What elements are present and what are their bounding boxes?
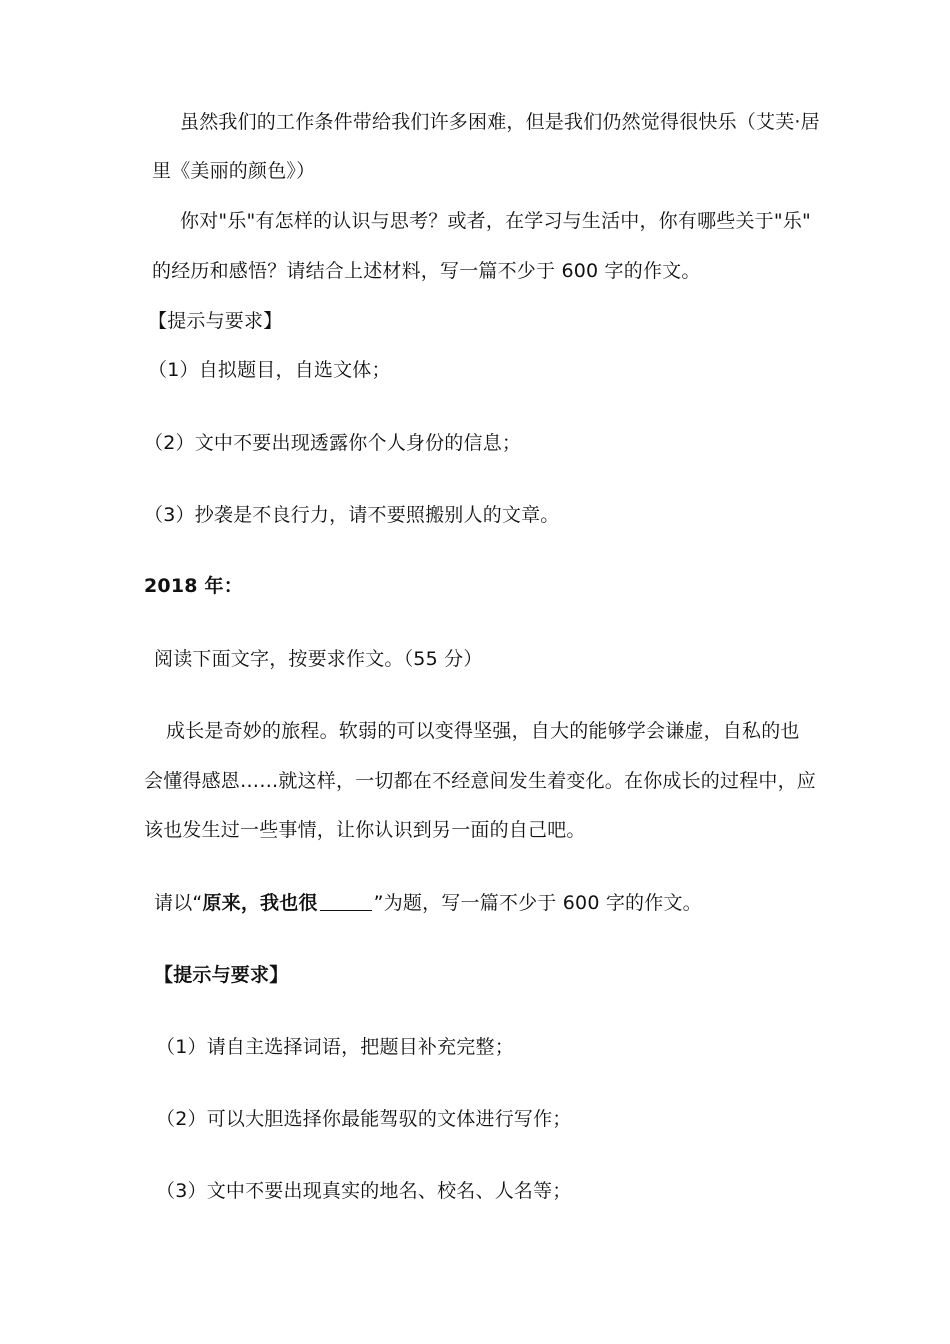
year-2018-heading: 2018 年：: [144, 575, 243, 597]
tips-heading-2018: 【提示与要求】: [154, 964, 289, 986]
essay-prompt: [154, 890, 702, 916]
passage-line-2: 会懂得感恩……就这样，一切都在不经意间发生着变化。在你成长的过程中，应: [144, 770, 817, 792]
requirement-2017-1: （1）自拟题目，自选文体；: [148, 359, 391, 381]
prompt-title: 原来，我也很: [202, 892, 318, 914]
instruction-2018: 阅读下面文字，按要求作文。（55 分）: [154, 648, 483, 670]
requirement-2018-2: （2）可以大胆选择你最能驾驭的文体进行写作；: [156, 1108, 572, 1130]
question-line-2: 的经历和感悟？请结合上述材料，写一篇不少于 600 字的作文。: [152, 260, 701, 282]
quote-line-2: 里《美丽的颜色》）: [152, 160, 316, 182]
tips-heading-2017: 【提示与要求】: [148, 310, 283, 332]
requirement-2017-2: （2）文中不要出现透露你个人身份的信息；: [144, 432, 522, 454]
passage-line-3: 该也发生过一些事情，让你认识到另一面的自己吧。: [144, 819, 586, 841]
requirement-2017-3: （3）抄袭是不良行力，请不要照搬别人的文章。: [144, 504, 560, 526]
title-blank: [320, 892, 372, 911]
requirement-2018-3: （3）文中不要出现真实的地名、校名、人名等；: [156, 1180, 572, 1202]
passage-line-1: 成长是奇妙的旅程。软弱的可以变得坚强，自大的能够学会谦虚，自私的也: [166, 720, 800, 742]
question-line-1: 你对"乐"有怎样的认识与思考？或者，在学习与生活中，你有哪些关于"乐": [180, 210, 811, 232]
quote-line-1: 虽然我们的工作条件带给我们许多困难，但是我们仍然觉得很快乐（艾芙·居: [180, 111, 820, 133]
prompt-suffix: ”为题，写一篇不少于 600 字的作文。: [373, 892, 702, 914]
requirement-2018-1: （1）请自主选择词语，把题目补充完整；: [156, 1036, 514, 1058]
prompt-prefix: 请以“: [154, 892, 203, 914]
